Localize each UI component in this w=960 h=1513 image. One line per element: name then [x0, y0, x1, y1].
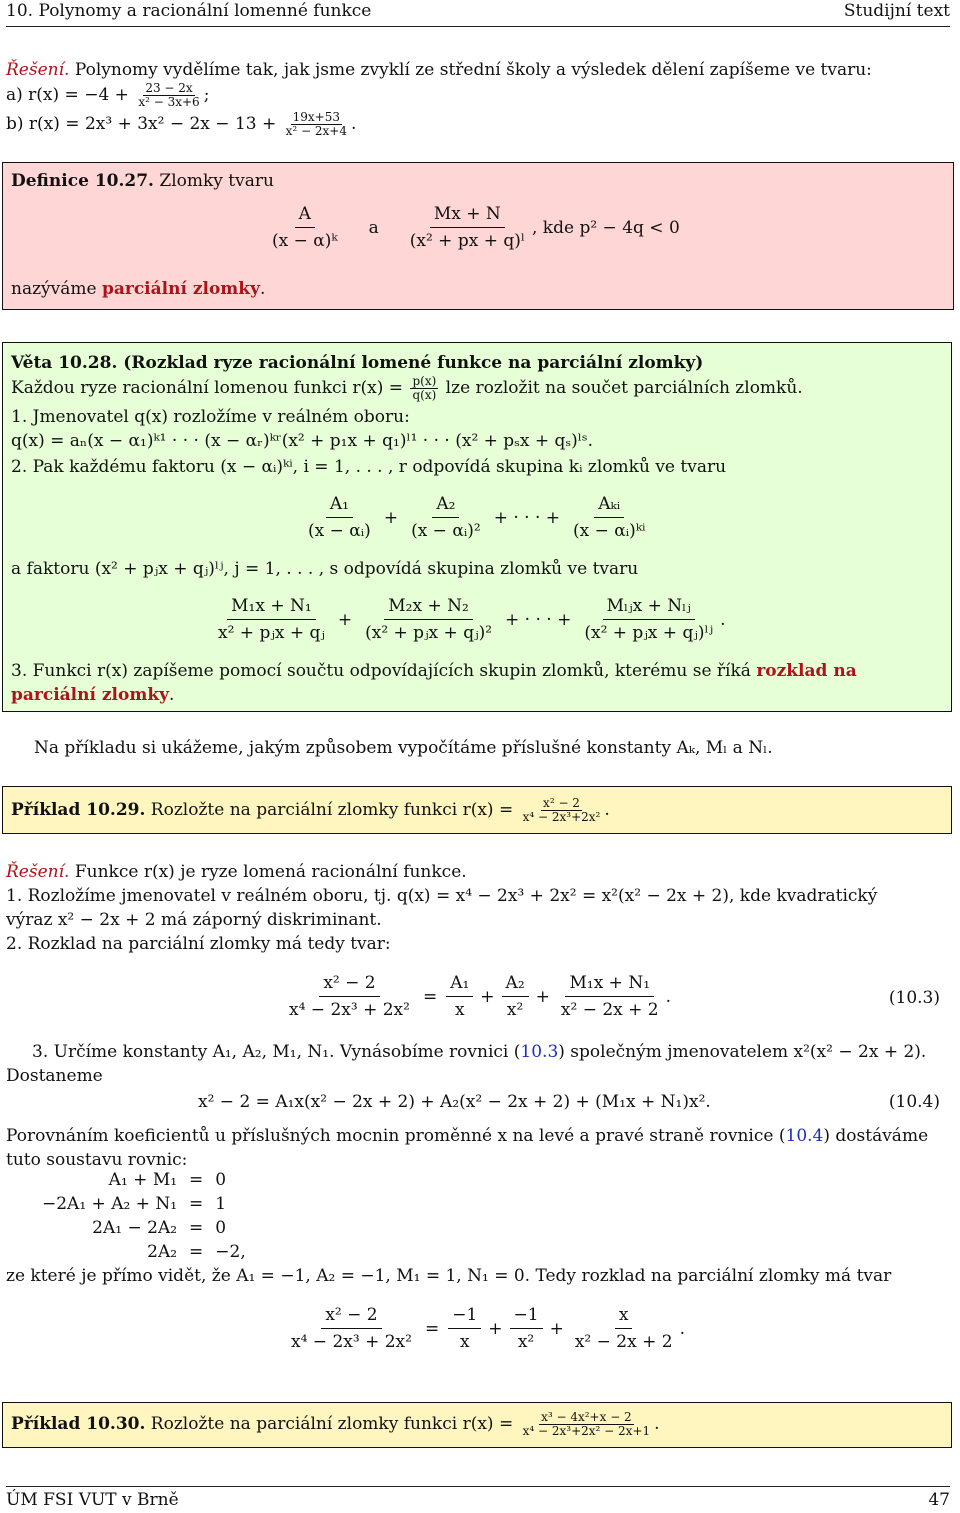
example-text: Rozložte na parciální zlomky funkci r(x) = [145, 800, 514, 820]
plus-sign: + [488, 1318, 503, 1339]
fraction-denominator: x² − 2x+4 [285, 124, 347, 138]
fraction-denominator: x² − 2x + 2 [574, 1332, 673, 1352]
theorem-line-4: 2. Pak každému faktoru (x − αᵢ)ᵏⁱ, i = 1, . . . , r odpovídá skupina kᵢ zlomků ve tvaru [11, 457, 727, 477]
solution-a-prefix: a) r(x) = −4 + [6, 85, 129, 105]
equation-number-10-3: (10.3) [888, 988, 940, 1008]
page-footer [6, 1486, 950, 1513]
equation-result [284, 1304, 685, 1353]
fraction-numerator: x [615, 1304, 633, 1329]
system-rhs: 1 [215, 1194, 227, 1214]
punctuation: . [665, 986, 672, 1007]
fraction-denominator: x² [517, 1332, 535, 1352]
system-op: = [189, 1194, 204, 1214]
solution-line-3: výraz x² − 2x + 2 má záporný diskriminant. [6, 910, 382, 930]
punctuation: ; [203, 85, 210, 105]
fraction-lhs [285, 972, 414, 1021]
system-lhs: −2A₁ + A₂ + N₁ [42, 1194, 178, 1214]
theorem-line-6: 3. Funkci r(x) zapíšeme pomocí součtu odpovídajících skupin zlomků, kterému se říká [11, 661, 757, 681]
example-label: Příklad 10.30. [11, 1414, 146, 1434]
theorem-label: Věta 10.28. [11, 353, 118, 373]
system-lhs: A₁ + M₁ [108, 1170, 178, 1190]
fraction-numerator: x² − 2 [321, 1304, 381, 1329]
example-fraction [521, 797, 603, 824]
theorem-title: (Rozklad ryze racionální lomené funkce na parciální zlomky) [117, 353, 704, 373]
fraction-denominator: x² [506, 1000, 524, 1020]
fraction-numerator: 23 − 2x [145, 81, 193, 95]
fraction-numerator: A₁ [446, 972, 473, 997]
solution-line-5: 3. Určíme konstanty A₁, A₂, M₁, N₁. Vynásobíme rovnici ( [32, 1042, 521, 1062]
fraction-term [214, 595, 329, 644]
fraction-denominator: x⁴ − 2x³ + 2x² [289, 1000, 410, 1020]
fraction-term [446, 972, 473, 1021]
fraction-numerator: 19x+53 [292, 110, 340, 124]
equation-ref-10-4[interactable]: 10.4 [785, 1126, 824, 1146]
solution-line-2: 1. Rozložíme jmenovatel v reálném oboru, tj. q(x) = x⁴ − 2x³ + 2x² = x²(x² − 2x + 2), kde kvadratický [6, 886, 878, 906]
theorem-box [2, 342, 952, 712]
term-partial-fractions-2: parciální zlomky [11, 685, 169, 705]
theorem-sum-1 [301, 493, 652, 542]
equation-10-4: x² − 2 = A₁x(x² − 2x + 2) + A₂(x² − 2x + 2) + (M₁x + N₁)x². [198, 1092, 711, 1112]
definition-label: Definice 10.27. [11, 171, 154, 191]
intro-paragraph: Na příkladu si ukážeme, jakým způsobem vypočítáme příslušné konstanty Aₖ, Mₗ a Nₗ. [34, 738, 773, 758]
punctuation: . [679, 1318, 685, 1339]
equation-ref-10-3[interactable]: 10.3 [520, 1042, 559, 1062]
equation-system [36, 1168, 252, 1264]
solution-b-fraction [284, 111, 349, 138]
definition-outro: nazýváme [11, 279, 102, 299]
fraction-lhs [287, 1304, 416, 1353]
fraction-term [361, 595, 496, 644]
theorem-line-1: Každou ryze racionální lomenou funkci r(x) = [11, 378, 404, 398]
fraction-term [569, 493, 649, 542]
system-lhs: 2A₂ [147, 1242, 178, 1262]
system-op: = [189, 1242, 204, 1262]
fraction-denominator: (x² + px + q)ˡ [409, 231, 525, 251]
system-op: = [189, 1170, 204, 1190]
fraction-term [510, 1304, 543, 1353]
fraction-numerator: p(x) [412, 374, 437, 388]
fraction-pq [410, 375, 438, 402]
term-decomposition: rozklad na [756, 661, 857, 681]
theorem-line-2: 1. Jmenovatel q(x) rozložíme v reálném oboru: [11, 407, 410, 427]
system-lhs: 2A₁ − 2A₂ [92, 1218, 178, 1238]
solution-text: Polynomy vydělíme tak, jak jsme zvyklí ze střední školy a výsledek dělení zapíšeme ve tvaru: [69, 60, 872, 80]
fraction-term [502, 972, 529, 1021]
solution-line-4: 2. Rozklad na parciální zlomky má tedy tvar: [6, 934, 391, 954]
example-text: Rozložte na parciální zlomky funkci r(x) = [145, 1414, 514, 1434]
fraction-numerator: −1 [448, 1304, 481, 1329]
chapter-title: 10. Polynomy a racionální lomenné funkce [6, 1, 372, 21]
theorem-sum-2 [211, 595, 725, 644]
fraction-numerator: Mₗⱼx + Nₗⱼ [603, 595, 695, 620]
example-box-2 [2, 1402, 952, 1448]
definition-condition: , kde p² − 4q < 0 [531, 217, 680, 238]
fraction-denominator: (x − αᵢ)² [411, 521, 481, 541]
solution-line-5-end: ) společným jmenovatelem x²(x² − 2x + 2). [558, 1042, 927, 1062]
page-header [6, 0, 950, 27]
fraction-numerator: M₁x + N₁ [565, 972, 654, 997]
term-partial-fractions: parciální zlomky [101, 279, 260, 299]
fraction-denominator: x [459, 1332, 470, 1352]
punctuation: . [351, 114, 357, 134]
theorem-line-3: q(x) = aₙ(x − α₁)ᵏ¹ · · · (x − αᵣ)ᵏʳ(x² + p₁x + q₁)ˡ¹ · · · (x² + pₛx + qₛ)ˡˢ. [11, 431, 594, 451]
solution-line-7: Porovnáním koeficientů u příslušných mocnin proměnné x na levé a pravé straně rovnice ( [6, 1126, 786, 1146]
fraction-numerator: M₁x + N₁ [227, 595, 316, 620]
theorem-line-5: a faktoru (x² + pⱼx + qⱼ)ˡʲ, j = 1, . . . , s odpovídá skupina zlomků ve tvaru [11, 559, 639, 579]
solution-label: Řešení. [6, 862, 70, 882]
plus-dots: + · · · + [505, 609, 572, 630]
equation-number-10-4: (10.4) [888, 1092, 940, 1112]
system-op: = [189, 1218, 204, 1238]
institution-name: ÚM FSI VUT v Brně [6, 1490, 179, 1510]
fraction-denominator: x [454, 1000, 465, 1020]
punctuation: . [168, 685, 175, 705]
fraction-quadratic [406, 203, 529, 252]
solution-line-8: tuto soustavu rovnic: [6, 1150, 188, 1170]
plus-sign: + [549, 1318, 564, 1339]
punctuation: . [720, 609, 726, 630]
punctuation: . [654, 1414, 660, 1434]
header-label: Studijní text [843, 1, 950, 21]
solution-label: Řešení. [6, 60, 70, 80]
plus-sign: + [480, 986, 495, 1007]
solution-line-6: Dostaneme [6, 1066, 103, 1086]
plus-sign: + [383, 507, 399, 528]
fraction-term [580, 595, 717, 644]
page-number: 47 [928, 1490, 950, 1510]
plus-sign: + [337, 609, 353, 630]
plus-dots: + · · · + [493, 507, 561, 528]
fraction-denominator: x² + pⱼx + qⱼ [218, 623, 325, 643]
punctuation: . [259, 279, 266, 299]
plus-sign: + [535, 986, 550, 1007]
fraction-linear [268, 203, 342, 252]
fraction-denominator: (x − α)ᵏ [272, 231, 338, 251]
fraction-term [557, 972, 663, 1021]
fraction-numerator: A₂ [502, 972, 529, 997]
system-row [36, 1216, 252, 1240]
solution-a-fraction [136, 82, 201, 109]
punctuation: . [604, 800, 610, 820]
fraction-term [571, 1304, 677, 1353]
fraction-denominator: x² − 2x + 2 [560, 1000, 659, 1020]
example-box-1 [2, 786, 952, 834]
fraction-denominator: (x − αᵢ) [308, 521, 371, 541]
equals-sign: = [422, 986, 438, 1007]
fraction-denominator: x² − 3x+6 [138, 95, 200, 109]
example-fraction [521, 1411, 653, 1438]
system-row [36, 1240, 252, 1264]
equation-10-3 [282, 972, 671, 1021]
fraction-numerator: Aₖᵢ [594, 493, 624, 518]
fraction-numerator: M₂x + N₂ [384, 595, 473, 620]
fraction-numerator: Mx + N [430, 203, 505, 228]
fraction-numerator: A [295, 203, 315, 228]
fraction-numerator: A₁ [326, 493, 353, 518]
fraction-numerator: A₂ [432, 493, 459, 518]
fraction-denominator: x⁴ − 2x³ + 2x² [291, 1332, 412, 1352]
example-label: Příklad 10.29. [11, 800, 146, 820]
system-row [36, 1192, 252, 1216]
theorem-line-1-end: lze rozložit na součet parciálních zlomků. [445, 378, 803, 398]
fraction-denominator: x⁴ − 2x³+2x² [522, 810, 601, 824]
definition-box [2, 162, 954, 310]
fraction-term [304, 493, 375, 542]
fraction-numerator: x² − 2 [319, 972, 379, 997]
solution-1 [6, 58, 951, 138]
definition-formula [265, 203, 680, 252]
system-rhs: 0 [215, 1170, 227, 1190]
fraction-term [448, 1304, 481, 1353]
solution-b-prefix: b) r(x) = 2x³ + 3x² − 2x − 13 + [6, 114, 277, 134]
fraction-denominator: (x² + pⱼx + qⱼ)ˡʲ [584, 623, 714, 643]
connector-word: a [368, 217, 379, 238]
solution-line-9: ze které je přímo vidět, že A₁ = −1, A₂ = −1, M₁ = 1, N₁ = 0. Tedy rozklad na parciální zlomky má tvar [6, 1266, 892, 1286]
fraction-denominator: (x − αᵢ)ᵏⁱ [573, 521, 646, 541]
system-rhs: 0 [215, 1218, 227, 1238]
fraction-denominator: q(x) [412, 388, 437, 402]
solution-line-1: Funkce r(x) je ryze lomená racionální funkce. [69, 862, 467, 882]
solution-line-7-end: ) dostáváme [823, 1126, 929, 1146]
fraction-denominator: x⁴ − 2x³+2x² − 2x+1 [522, 1424, 651, 1438]
fraction-numerator: x² − 2 [543, 796, 580, 810]
fraction-numerator: −1 [510, 1304, 543, 1329]
fraction-numerator: x³ − 4x²+x − 2 [541, 1410, 632, 1424]
definition-text: Zlomky tvaru [153, 171, 274, 191]
system-rhs: −2, [215, 1242, 246, 1262]
equals-sign: = [424, 1318, 440, 1339]
system-row [36, 1168, 252, 1192]
fraction-term [407, 493, 485, 542]
fraction-denominator: (x² + pⱼx + qⱼ)² [365, 623, 493, 643]
